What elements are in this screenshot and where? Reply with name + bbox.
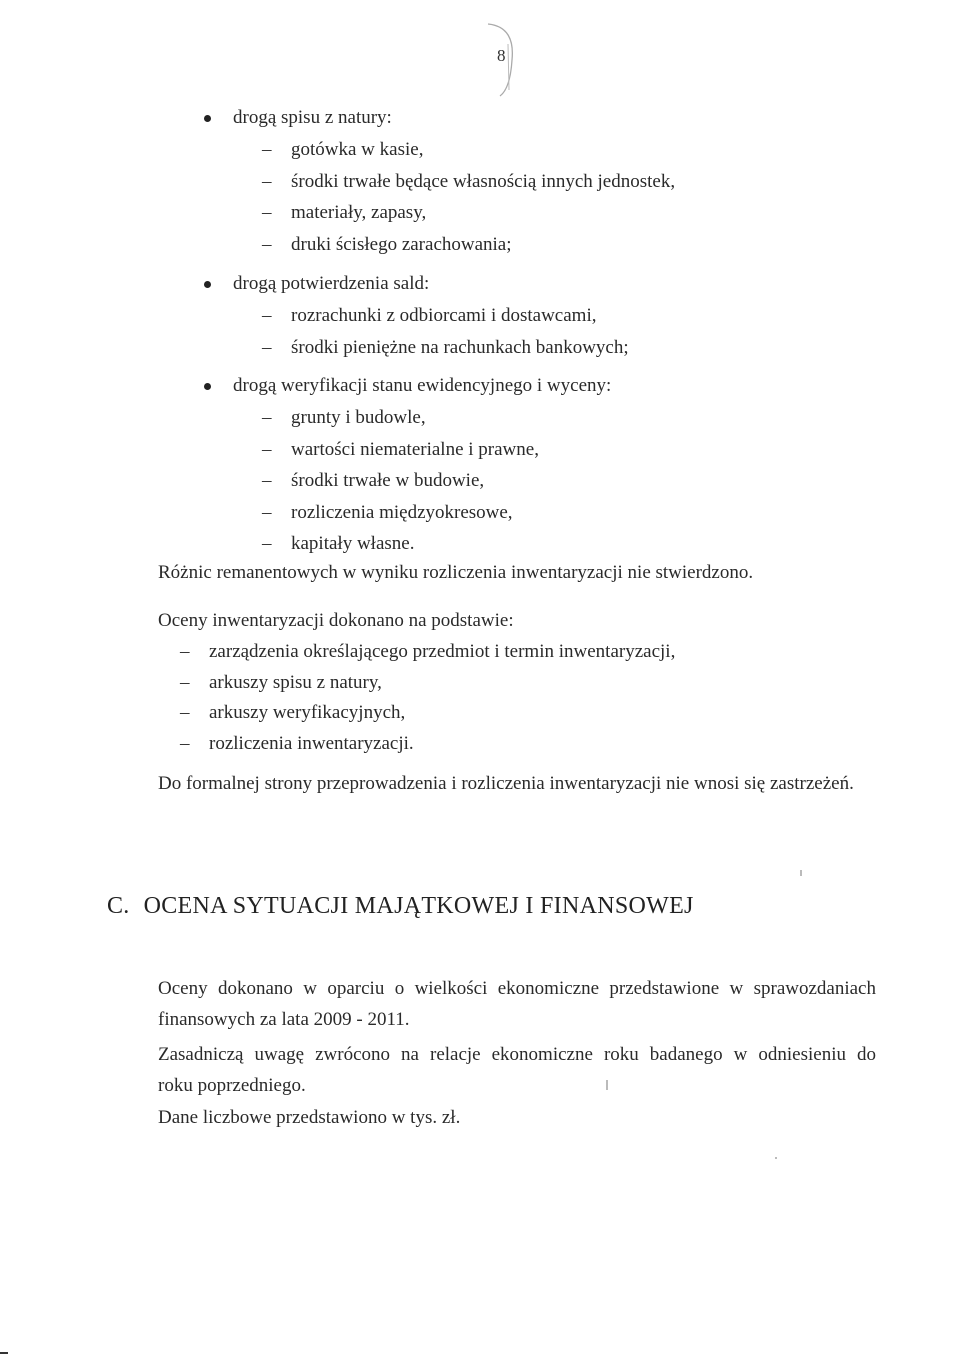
list-item-text: środki trwałe w budowie,: [291, 470, 485, 491]
no-objections-statement: Do formalnej strony przeprowadzenia i rozliczenia inwentaryzacji nie wnosi się zastrzeżeń.: [158, 773, 854, 794]
bullet-dot-icon: [204, 115, 211, 122]
bullet-dot-icon: [204, 383, 211, 390]
paragraph-line: Oceny dokonano w oparciu o wielkości ekonomiczne przedstawione w sprawozdaniach: [158, 978, 876, 999]
list-item-text: druki ścisłego zarachowania;: [291, 233, 512, 255]
section-title: OCENA SYTUACJI MAJĄTKOWEJ I FINANSOWEJ: [143, 893, 694, 919]
list-item-text: rozliczenia międzyokresowe,: [291, 501, 513, 523]
scan-speck: [775, 1157, 777, 1159]
assessment-intro: Oceny inwentaryzacji dokonano na podstawie:: [158, 610, 514, 631]
section-prefix: C.: [107, 893, 130, 919]
list-item-text: środki pieniężne na rachunkach bankowych;: [291, 336, 629, 358]
scan-speck: [606, 1080, 608, 1090]
dash-marker: –: [262, 533, 272, 554]
dash-marker: –: [262, 336, 272, 358]
section-paragraph-2: [158, 1039, 876, 1101]
list-item-text: kapitały własne.: [291, 533, 415, 554]
dash-marker: –: [262, 170, 272, 192]
bullet-dot-icon: [204, 281, 211, 288]
dash-marker: –: [262, 438, 272, 460]
section-paragraph-3: Dane liczbowe przedstawiono w tys. zł.: [158, 1107, 461, 1128]
dash-marker: –: [262, 305, 272, 326]
list-item-text: gotówka w kasie,: [291, 139, 424, 160]
list-item-text: wartości niematerialne i prawne,: [291, 438, 539, 460]
dash-marker: –: [262, 233, 272, 255]
differences-statement: Różnic remanentowych w wyniku rozliczenia inwentaryzacji nie stwierdzono.: [158, 562, 754, 583]
dash-marker: –: [180, 702, 190, 724]
margin-tick: [0, 1352, 8, 1354]
list-item-text: rozrachunki z odbiorcami i dostawcami,: [291, 305, 597, 326]
paragraph-line: finansowych za lata 2009 - 2011.: [158, 1009, 410, 1030]
list-item-text: materiały, zapasy,: [291, 202, 427, 223]
dash-marker: –: [262, 139, 272, 160]
section-paragraph-1: [158, 973, 876, 1035]
dash-marker: –: [262, 202, 272, 223]
dash-marker: –: [262, 470, 272, 491]
dash-marker: –: [262, 407, 272, 428]
dash-marker: –: [180, 641, 190, 662]
scan-speck: [800, 870, 802, 876]
list-item-text: zarządzenia określającego przedmiot i termin inwentaryzacji,: [209, 641, 676, 662]
list-item-text: arkuszy spisu z natury,: [209, 671, 382, 693]
bullet-label: drogą spisu z natury:: [233, 107, 392, 128]
dash-marker: –: [262, 501, 272, 523]
paragraph-line: roku poprzedniego.: [158, 1075, 306, 1096]
list-item-text: grunty i budowle,: [291, 407, 426, 428]
list-item-text: środki trwałe będące własnością innych jednostek,: [291, 170, 676, 192]
dash-marker: –: [180, 671, 190, 693]
bullet-label: drogą potwierdzenia sald:: [233, 273, 430, 294]
list-item-text: arkuszy weryfikacyjnych,: [209, 702, 406, 724]
dash-marker: –: [180, 733, 190, 755]
page-number: 8: [497, 46, 506, 65]
paragraph-line: Zasadniczą uwagę zwrócono na relacje ekonomiczne roku badanego w odniesieniu do: [158, 1044, 876, 1065]
bullet-label: drogą weryfikacji stanu ewidencyjnego i wyceny:: [233, 375, 612, 396]
section-heading: [107, 893, 694, 920]
list-item-text: rozliczenia inwentaryzacji.: [209, 733, 414, 755]
